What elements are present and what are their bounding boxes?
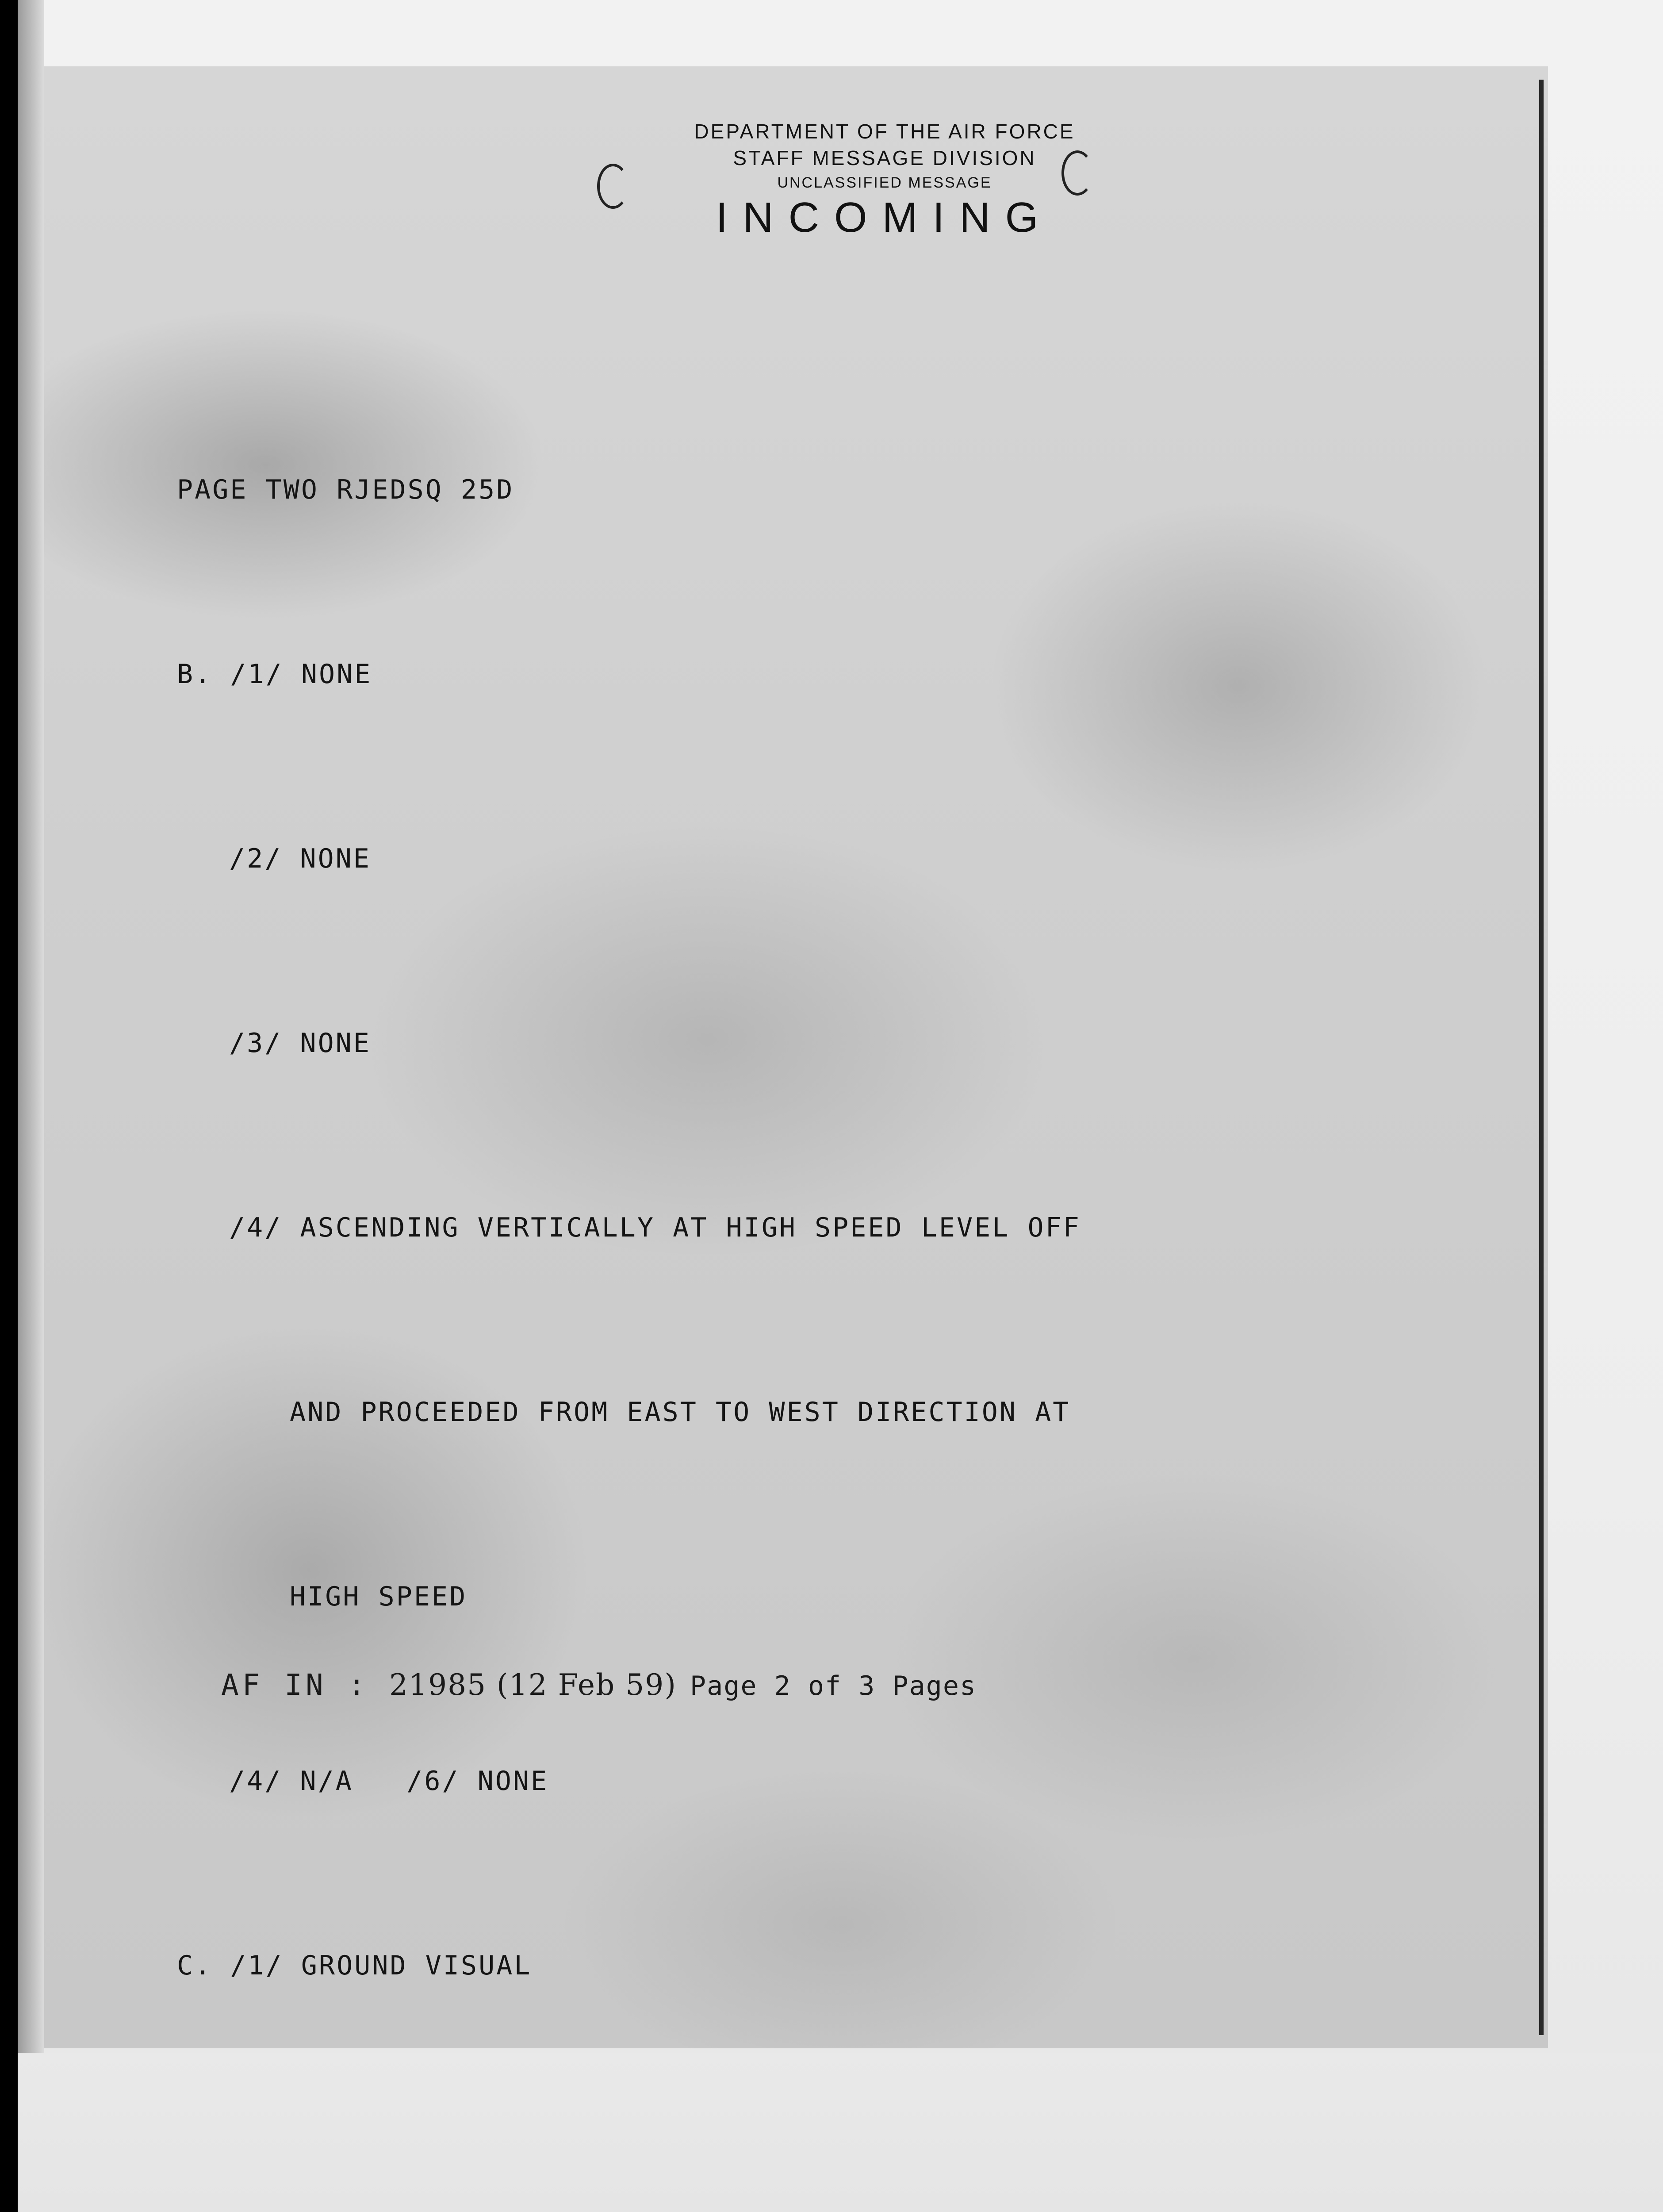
message-line: /2/ NONE (229, 843, 371, 874)
message-line: /3/ NONE (229, 1028, 371, 1059)
message-line: AND PROCEEDED FROM EAST TO WEST DIRECTION AT (290, 1397, 1071, 1428)
message-line: HIGH SPEED (290, 1581, 467, 1612)
message-line: PAGE TWO RJEDSQ 25D (177, 474, 514, 505)
scan-left-shadow (18, 0, 44, 2212)
message-body (177, 336, 1548, 2212)
message-line: C. /1/ GROUND VISUAL (177, 1950, 532, 1981)
department-title: DEPARTMENT OF THE AIR FORCE (694, 120, 1075, 143)
division-title: STAFF MESSAGE DIVISION (733, 146, 1036, 169)
message-line: /4/ N/A /6/ NONE (229, 1766, 549, 1797)
message-direction: INCOMING (716, 194, 1054, 241)
message-line: /4/ ASCENDING VERTICALLY AT HIGH SPEED LEVEL OFF (229, 1212, 1081, 1243)
message-page (44, 66, 1548, 2048)
af-in-number: 21985 (12 Feb 59) (389, 1668, 677, 1702)
af-in-label: AF IN : (221, 1668, 369, 1702)
page-count: Page 2 of 3 Pages (690, 1671, 977, 1701)
message-line: B. /1/ NONE (177, 659, 372, 690)
classification-label: UNCLASSIFIED MESSAGE (777, 174, 992, 191)
message-header (619, 119, 1150, 242)
message-footer (221, 1668, 977, 1702)
page-right-edge (1539, 80, 1544, 2035)
scan-bottom-margin (18, 2053, 1663, 2212)
